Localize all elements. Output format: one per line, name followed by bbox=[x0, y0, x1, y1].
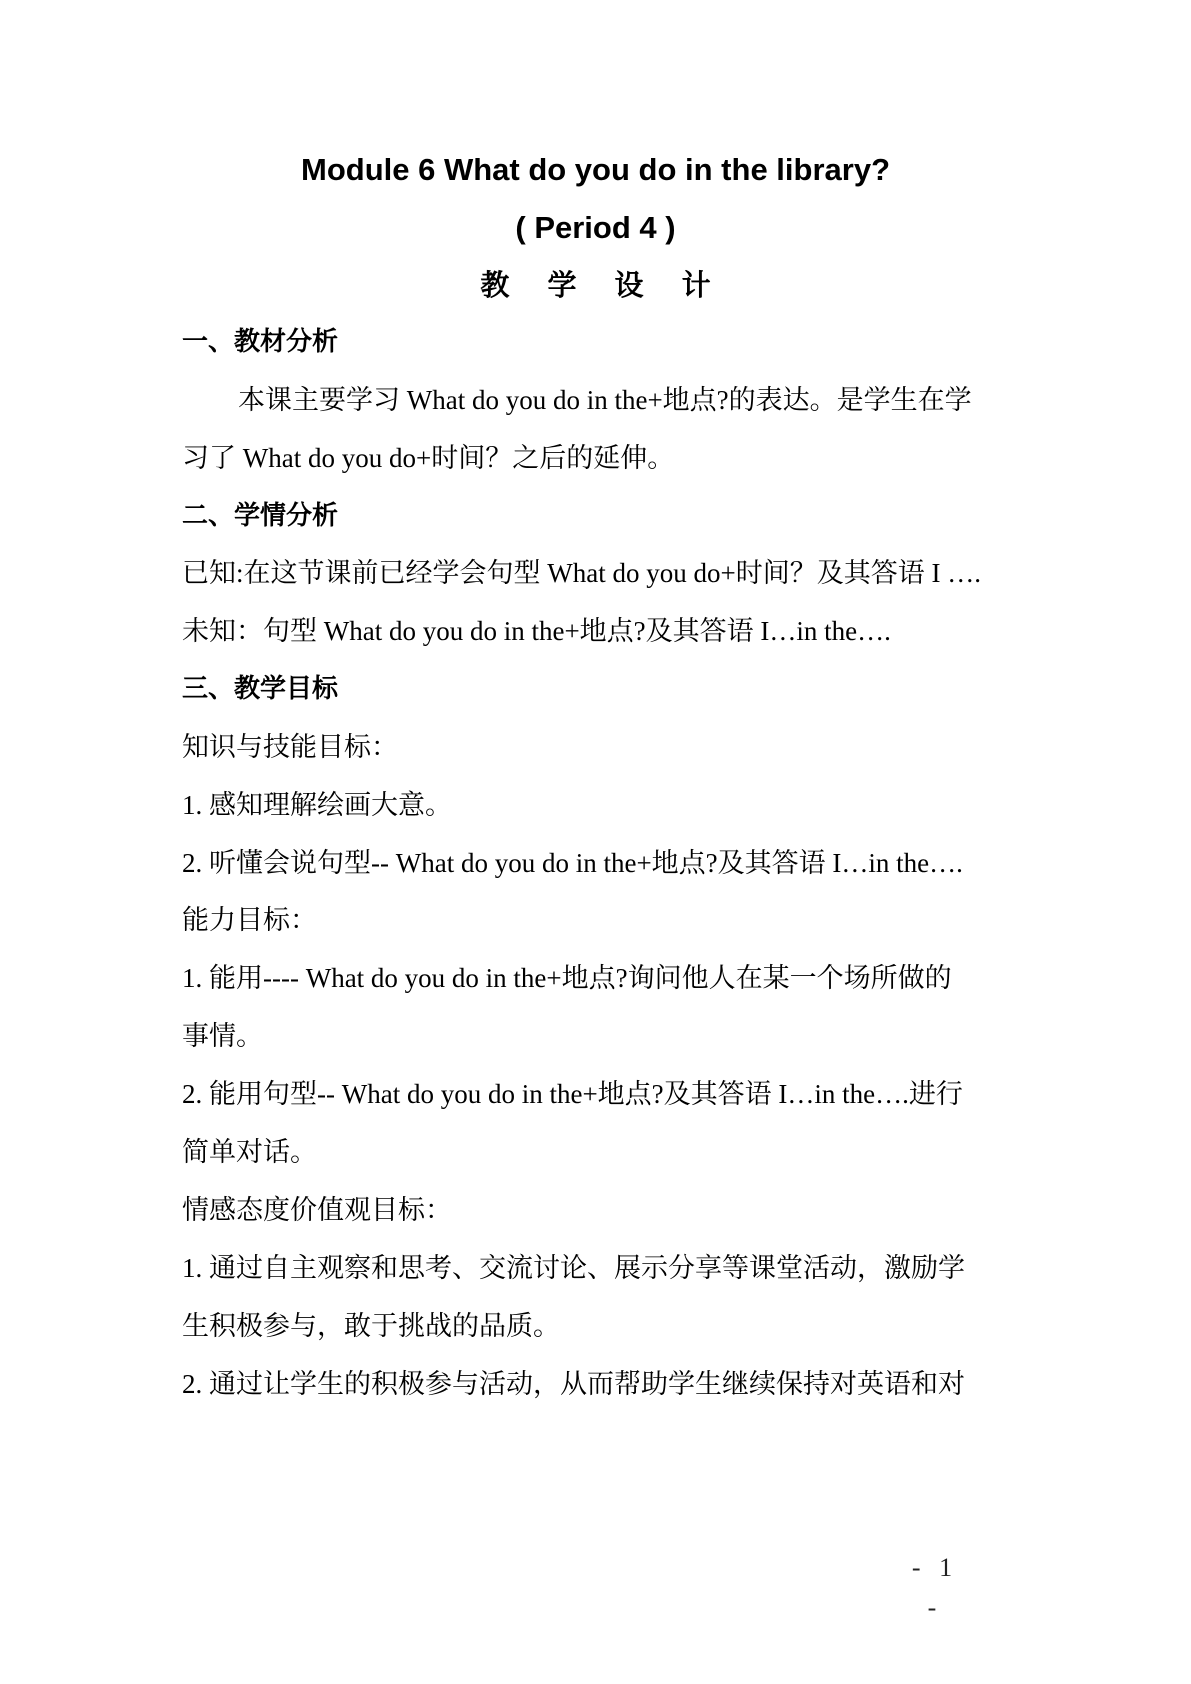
paragraph-line: 已知:在这节课前已经学会句型 What do you do+时间？及其答语 I …. bbox=[182, 558, 981, 588]
document-subtitle: ( Period 4 ) bbox=[515, 210, 676, 245]
paragraph-line: 本课主要学习 What do you do in the+地点?的表达。是学生在学 bbox=[238, 385, 972, 415]
list-item-continuation: 简单对话。 bbox=[182, 1137, 317, 1167]
subheading-ability: 能力目标： bbox=[182, 905, 317, 935]
subheading-emotion-values: 情感态度价值观目标： bbox=[182, 1195, 452, 1225]
paragraph-line: 未知：句型 What do you do in the+地点?及其答语 I…in the…. bbox=[182, 616, 891, 646]
page-number: - 1 - bbox=[911, 1553, 959, 1622]
document-title: Module 6 What do you do in the library? bbox=[301, 152, 890, 187]
list-item-continuation: 事情。 bbox=[182, 1021, 263, 1051]
list-item: 1. 能用---- What do you do in the+地点?询问他人在某一个场所做的 bbox=[182, 963, 952, 993]
design-title: 教 学 设 计 bbox=[480, 268, 725, 302]
paragraph-line: 习了 What do you do+时间？之后的延伸。 bbox=[182, 443, 675, 473]
section-heading-student-analysis: 二、学情分析 bbox=[182, 501, 339, 531]
section-heading-teaching-objectives: 三、教学目标 bbox=[182, 674, 339, 704]
list-item: 1. 感知理解绘画大意。 bbox=[182, 790, 452, 820]
list-item: 1. 通过自主观察和思考、交流讨论、展示分享等课堂活动，激励学 bbox=[182, 1253, 965, 1283]
section-heading-textbook-analysis: 一、教材分析 bbox=[182, 327, 339, 357]
list-item: 2. 通过让学生的积极参与活动，从而帮助学生继续保持对英语和对 bbox=[182, 1369, 965, 1399]
list-item: 2. 能用句型-- What do you do in the+地点?及其答语 I…in the….进行 bbox=[182, 1079, 963, 1109]
subheading-knowledge-skills: 知识与技能目标： bbox=[182, 732, 398, 762]
list-item: 2. 听懂会说句型-- What do you do in the+地点?及其答语 I…in the…. bbox=[182, 848, 963, 878]
list-item-continuation: 生积极参与，敢于挑战的品质。 bbox=[182, 1311, 560, 1341]
